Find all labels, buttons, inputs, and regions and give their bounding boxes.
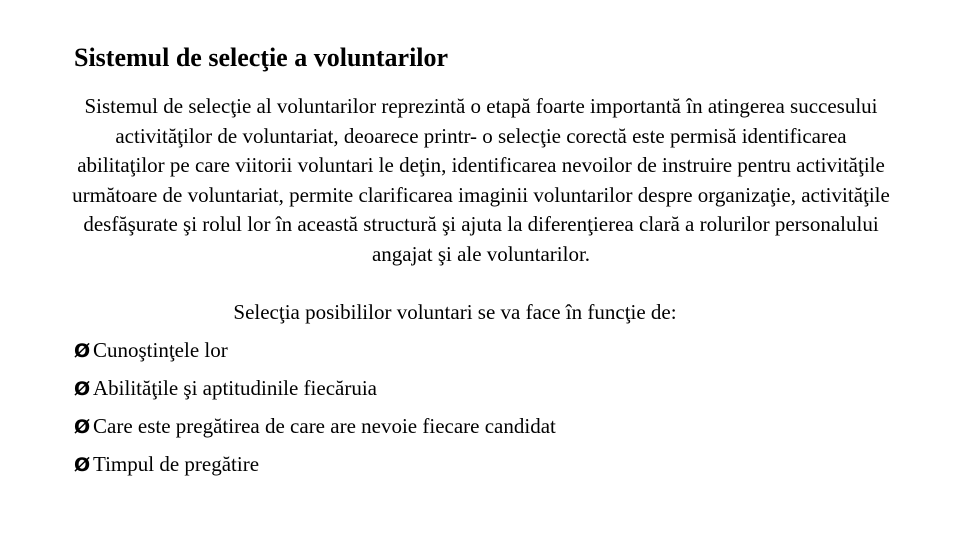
body-paragraph: Sistemul de selecţie al voluntarilor reprezintă o etapă foarte importantă în atingerea succesului activităţilor de voluntariat, deoarece printr- o selecţie corectă este permisă identificarea abilitaţilor pe care viitorii voluntari le deţin, identificarea nevoilor de instruire pentru activităţile următoare de voluntariat, permite clarificarea imaginii voluntarilor despre organizaţie, activităţile desfăşurate şi rolul lor în această structură şi ajuta la diferenţierea clară a rolurilor personalului angajat şi ale voluntarilor. (72, 94, 890, 266)
arrow-bullet-icon: Ø (74, 416, 91, 438)
slide-title: Sistemul de selecţie a voluntarilor (74, 43, 449, 72)
arrow-bullet-icon: Ø (74, 454, 91, 476)
list-item-text: Cunoştinţele lor (93, 338, 228, 362)
list-item-text: Abilităţile şi aptitudinile fiecăruia (93, 376, 377, 400)
arrow-bullet-icon: Ø (74, 378, 91, 400)
list-item (74, 336, 556, 374)
list-item-text: Care este pregătirea de care are nevoie fiecare candidat (93, 414, 556, 438)
criteria-list (74, 336, 556, 488)
criteria-intro: Selecţia posibililor voluntari se va face în funcţie de: (233, 300, 677, 324)
arrow-bullet-icon: Ø (74, 340, 91, 362)
list-item (74, 412, 556, 450)
list-item (74, 450, 556, 488)
list-item (74, 374, 556, 412)
list-item-text: Timpul de pregătire (93, 452, 260, 476)
